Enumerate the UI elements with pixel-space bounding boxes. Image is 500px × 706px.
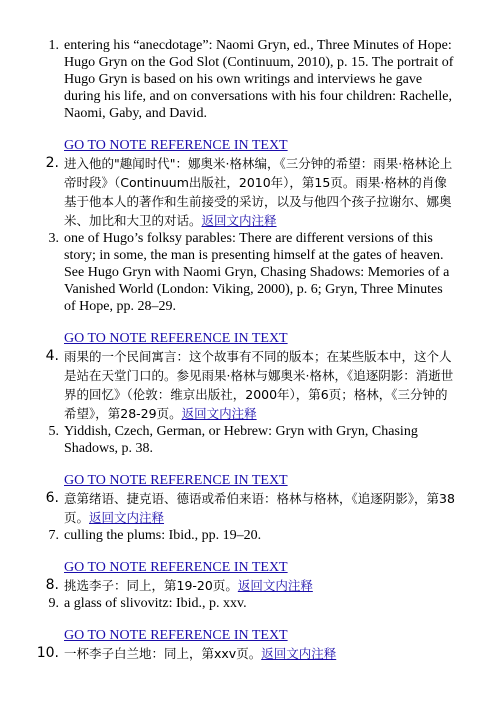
note-number: 5. (48, 424, 59, 439)
note-2 (45, 154, 456, 230)
note-10 (36, 644, 456, 663)
note-reference-link[interactable]: GO TO NOTE REFERENCE IN TEXT (64, 138, 288, 153)
note-reference-link[interactable]: GO TO NOTE REFERENCE IN TEXT (64, 560, 288, 575)
note-number: 6. (45, 490, 59, 506)
note-6 (45, 489, 456, 527)
note-reference-link[interactable]: GO TO NOTE REFERENCE IN TEXT (64, 331, 288, 346)
note-1 (48, 37, 456, 154)
note-text: 挑选李子：同上，第19-20页。 (64, 578, 238, 593)
note-text: one of Hugo’s folksy parables: There are different versions of this story; in some, the man is presenting himself at the gates of heaven. See Hugo Gryn with Naomi Gryn, Chasing Shadows: Memories of a Vanished World (London: Viking, 2000), p. 6; Gryn, Three Minutes of Hope, pp. 28–29. (64, 231, 450, 314)
note-text: a glass of slivovitz: Ibid., p. xxv. (64, 596, 247, 611)
note-9 (48, 595, 456, 644)
note-number: 10. (36, 645, 59, 661)
note-number: 2. (45, 155, 59, 171)
endnotes-list (36, 37, 456, 663)
note-number: 7. (48, 528, 59, 543)
note-number: 4. (45, 348, 59, 364)
note-number: 3. (48, 231, 59, 246)
note-reference-link[interactable]: 返回文内注释 (89, 510, 165, 525)
note-number: 9. (48, 596, 59, 611)
note-number: 8. (45, 577, 59, 593)
note-reference-link[interactable]: GO TO NOTE REFERENCE IN TEXT (64, 628, 288, 643)
note-reference-link[interactable]: 返回文内注释 (181, 406, 257, 421)
note-text: entering his “anecdotage”: Naomi Gryn, ed., Three Minutes of Hope: Hugo Gryn on the God Slot (Continuum, 2010), p. 15. The portrait of Hugo Gryn is based on his own writings and interviews he gave during his life, and on conversations with his four children: Rachelle, Naomi, Gaby, and David. (64, 38, 454, 121)
note-text: 意第绪语、捷克语、德语或希伯来语：格林与格林，《追逐阴影》，第38页。 (64, 491, 455, 525)
note-text: 进入他的"趣闻时代"：娜奥米·格林编，《三分钟的希望：雨果·格林论上帝时段》（Continuum出版社，2010年），第15页。雨果·格林的肖像基于他本人的著作和生前接受的采访，以及与他四个孩子拉谢尔、娜奥米、加比和大卫的对话。 (64, 156, 453, 228)
note-reference-link[interactable]: 返回文内注释 (261, 646, 337, 661)
note-reference-link[interactable]: 返回文内注释 (201, 213, 277, 228)
note-7 (48, 527, 456, 576)
note-text: 雨果的一个民间寓言：这个故事有不同的版本；在某些版本中，这个人是站在天堂门口的。参见雨果·格林与娜奥米·格林，《追逐阴影：消逝世界的回忆》（伦敦：维京出版社，2000年），第6页；格林，《三分钟的希望》，第28-29页。 (64, 349, 454, 421)
note-text: culling the plums: Ibid., pp. 19–20. (64, 528, 262, 543)
note-reference-link[interactable]: 返回文内注释 (237, 578, 313, 593)
note-reference-link[interactable]: GO TO NOTE REFERENCE IN TEXT (64, 473, 288, 488)
note-number: 1. (48, 38, 59, 53)
note-3 (48, 230, 456, 347)
note-4 (45, 347, 456, 423)
note-8 (45, 576, 456, 595)
note-text: 一杯李子白兰地：同上，第xxv页。 (64, 646, 262, 661)
note-5 (48, 423, 456, 489)
note-text: Yiddish, Czech, German, or Hebrew: Gryn with Gryn, Chasing Shadows, p. 38. (64, 424, 418, 456)
